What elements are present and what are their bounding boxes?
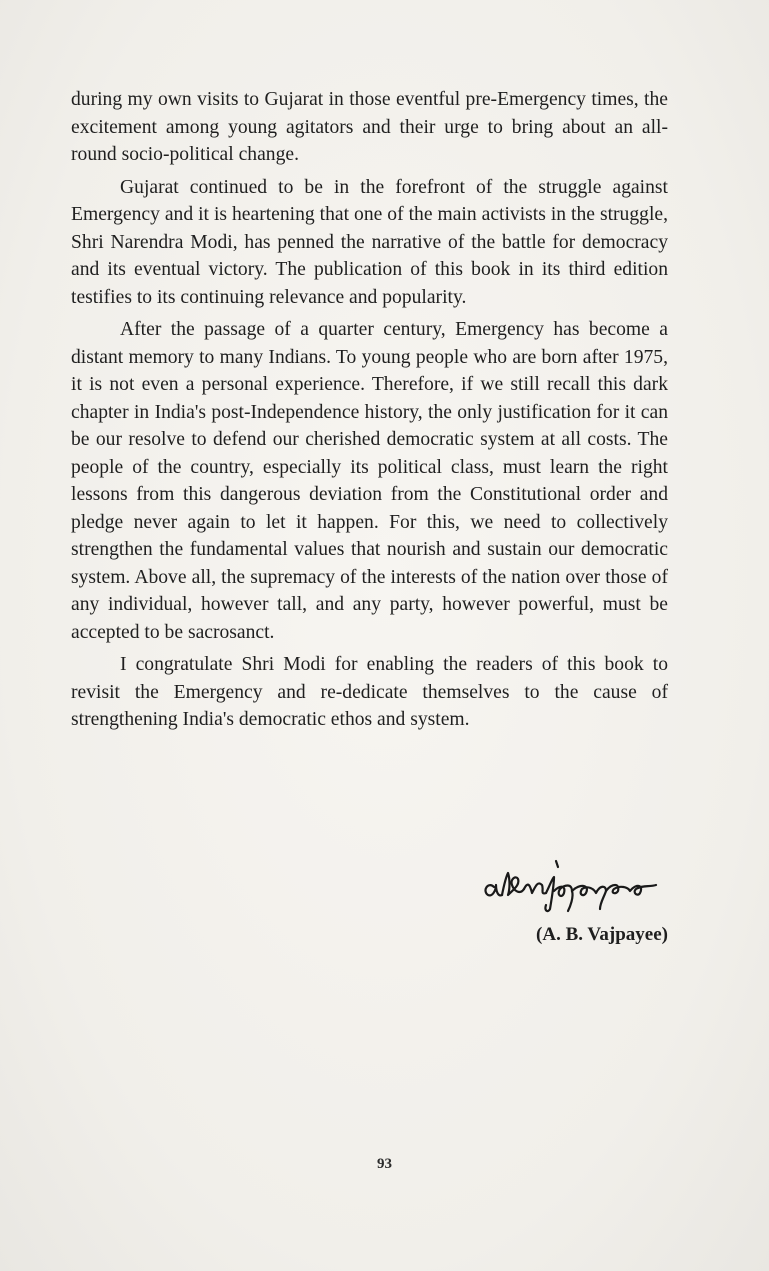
signer-name: (A. B. Vajpayee) xyxy=(536,924,668,945)
paragraph-3: After the passage of a quarter century, Emergency has become a distant memory to many Indians. To young people who are born after 1975, it is not even a personal experience. Therefore, if we still recall this dark chapter in India's post-Independence history, the only justification for it can be our resolve to defend our cherished democratic system at all costs. The people of the country, especially its political class, must learn the right lessons from this dangerous deviation from the Constitutional order and pledge never again to let it happen. For this, we need to collectively strengthen the fundamental values that nourish and sustain our democratic system. Above all, the supremacy of the interests of the nation over those of any individual, however tall, and any party, however powerful, must be accepted to be sacrosanct. xyxy=(71,319,668,643)
paragraph-1: during my own visits to Gujarat in those eventful pre-Emergency times, the excitement among young agitators and their urge to bring about an all-round socio-political change. xyxy=(71,89,668,165)
paragraph-4: I congratulate Shri Modi for enabling the readers of this book to revisit the Emergency and re-dedicate themselves to the cause of strengthening India's democratic ethos and system. xyxy=(71,654,668,730)
handwritten-signature xyxy=(480,855,680,915)
body-text xyxy=(71,86,668,739)
page-number: 93 xyxy=(377,1156,392,1172)
paragraph-2: Gujarat continued to be in the forefront of the struggle against Emergency and it is heartening that one of the main activists in the struggle, Shri Narendra Modi, has penned the narrative of the battle for democracy and its eventual victory. The publication of this book in its third edition testifies to its continuing relevance and popularity. xyxy=(71,176,668,308)
